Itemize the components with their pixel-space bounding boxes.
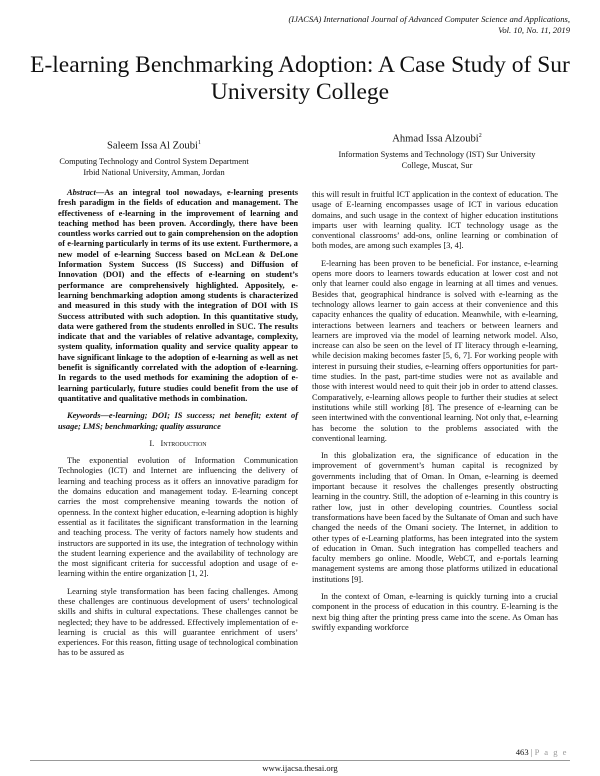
intro-paragraph-1: The exponential evolution of Information Communication Technologies (ICT) and Internet are influencing the delivery of learning and teaching process as it offers an innovative paradigm for the domains education and management today. E-learning concept carries the most comprehensive meaning towards the notion of openness. In the context higher education, e-learning adoption is highly essential as it facilitates the significant transformation in the learning and teaching process. The verity of factors namely how students and instructors are supported in its use, the integration of technology within the student learning experience and the availability of technology are the most significant criteria for successful adoption and usage of e-learning within the entire organization [1, 2]. <box>58 456 298 579</box>
author-name-2: Ahmad Issa Alzoubi$^2$ <box>392 133 482 145</box>
author-affiliation-2a: Information Systems and Technology (IST) Sur University <box>338 149 536 159</box>
section-heading: I. Introduction <box>149 438 207 448</box>
abstract <box>58 188 298 404</box>
right-paragraph-2: E-learning has been proven to be beneficial. For instance, e-learning opens more doors to learners towards education at lower cost and not only that learner could also engage in learning at all times and venues. Besides that, geographical hindrance is solved with e-learning as the technology allows learner to gain access at their convenience and this capacity enhances the quality of education. Meanwhile, with e-learning, interactions between learners and teachers or between learners and learners are improved via the model of learning network model. Also, increase can also be seen on the level of IT literacy through e-learning, while decision making becomes faster [5, 6, 7]. For working people with interest in pursuing their studies, e-learning offers opportunities for part-time studies. In the past, part-time studies were not as available and those with interest would need to quit their job in order to attend classes. Comparatively, e-learning allows people to further their studies at select institutions while still working [8]. The presence of e-learning can be seen intertwined with the conventional learning. Not only that, e-learning has become the solution to the problems associated with the conventional learning. <box>312 258 558 443</box>
journal-header <box>250 14 570 36</box>
paper-title: E-learning Benchmarking Adoption: A Case Study of Sur University College <box>30 52 570 105</box>
right-paragraph-3: In this globalization era, the significance of education in the improvement of government’s human capital is recognized by governments including that of Oman. In Oman, e-learning is deemed important because it resolves the challenges presently obstructing learning in the country. Still, the adoption of e-learning in this country is rather low, just in other developing countries. Countless social transformations have been faced by the Sultanate of Oman and such have changed the needs of the Omani society. The Internet, in addition to other types of e-Learning platforms, has been integrated into the system of education in Oman. Such integration has compelled teachers and faculty members go online. Moodle, WebCT, and e-portals learning management systems are among those platforms utilized in educational institutions [9]. <box>312 451 558 584</box>
abstract-label: Abstract <box>67 188 96 197</box>
author-block-1 <box>34 136 274 178</box>
footer-divider <box>30 760 570 761</box>
journal-header-line2: Vol. 10, No. 11, 2019 <box>498 25 570 35</box>
author-affiliation-2b: College, Muscat, Sur <box>401 160 473 170</box>
journal-header-line1: (IJACSA) International Journal of Advanced Computer Science and Applications, <box>288 14 570 24</box>
author-affiliation-1a: Computing Technology and Control System Department <box>59 156 249 166</box>
author-block-2 <box>312 129 562 171</box>
right-paragraph-1: this will result in fruitful ICT application in the context of education. The usage of E-learning encompasses usage of ICT in various education domains, and such usage in the context of higher education institutions imparts user with learning quality. ICT technology usage as the conventional classrooms’ add-ons, online learning or combination of both modes, are among such examples [3, 4]. <box>312 190 558 251</box>
intro-paragraph-2: Learning style transformation has been facing challenges. Among these challenges are continuous development of users’ technological skills and shifts in cultural expectations. These challenges cannot be neglected; they have to be addressed. Effectively implementation of e-learning is crucial as this will guarantee enrichment of users’ experiences. For this reason, fitting usage of technological combination has to be assured as <box>58 586 298 658</box>
right-paragraph-4: In the context of Oman, e-learning is quickly turning into a crucial component in the process of education in this country. E-learning is the next big thing after the printing press came into the scene. As Oman has swiftly expanding workforce <box>312 591 558 632</box>
keywords: Keywords—e-learning; DOI; IS success; net benefit; extent of usage; LMS; benchmarking; quality assurance <box>58 411 298 431</box>
author-affiliation-1b: Irbid National University, Amman, Jordan <box>83 167 225 177</box>
footer-url[interactable]: www.ijacsa.thesai.org <box>262 763 338 773</box>
right-column <box>312 190 558 640</box>
abstract-text: —As an integral tool nowadays, e-learning presents fresh paradigm in the fields of education and management. The effectiveness of e-learning in the improvement of learning and teaching method has been proven. Accordingly, there have been countless works carried out to gain comprehension on the adoption of e-learning particularly in terms of its use extent. Furthermore, a new model of e-learning Success based on McLean & DeLone Information System Success (IS Success) and Diffusion of Innovation (DOI) and the effects of e-learning on student’s performance are comprehensively highlighted. Appositely, e-learning benchmarking adoption among students is characterized and measured in this study with the integration of DOI with IS Success attributed with such adoption. In this quantitative study, data were gathered from the students enrolled in SUC. The results indicate that and the variables of relative advantage, complexity, system quality, information quality and service quality appear to have significant linkage to the adoption of e-learning as well as net benefit is significantly correlated with the adoption of e-learning. In regards to the used methods for examining the adoption of e-learning particularly, future studies could benefit from the use of quantitative and qualitative methods in combination. <box>58 188 298 403</box>
left-column <box>58 188 298 666</box>
page-number: 463 | P a g e <box>515 747 568 757</box>
author-name-1: Saleem Issa Al Zoubi$^1$ <box>107 140 201 152</box>
